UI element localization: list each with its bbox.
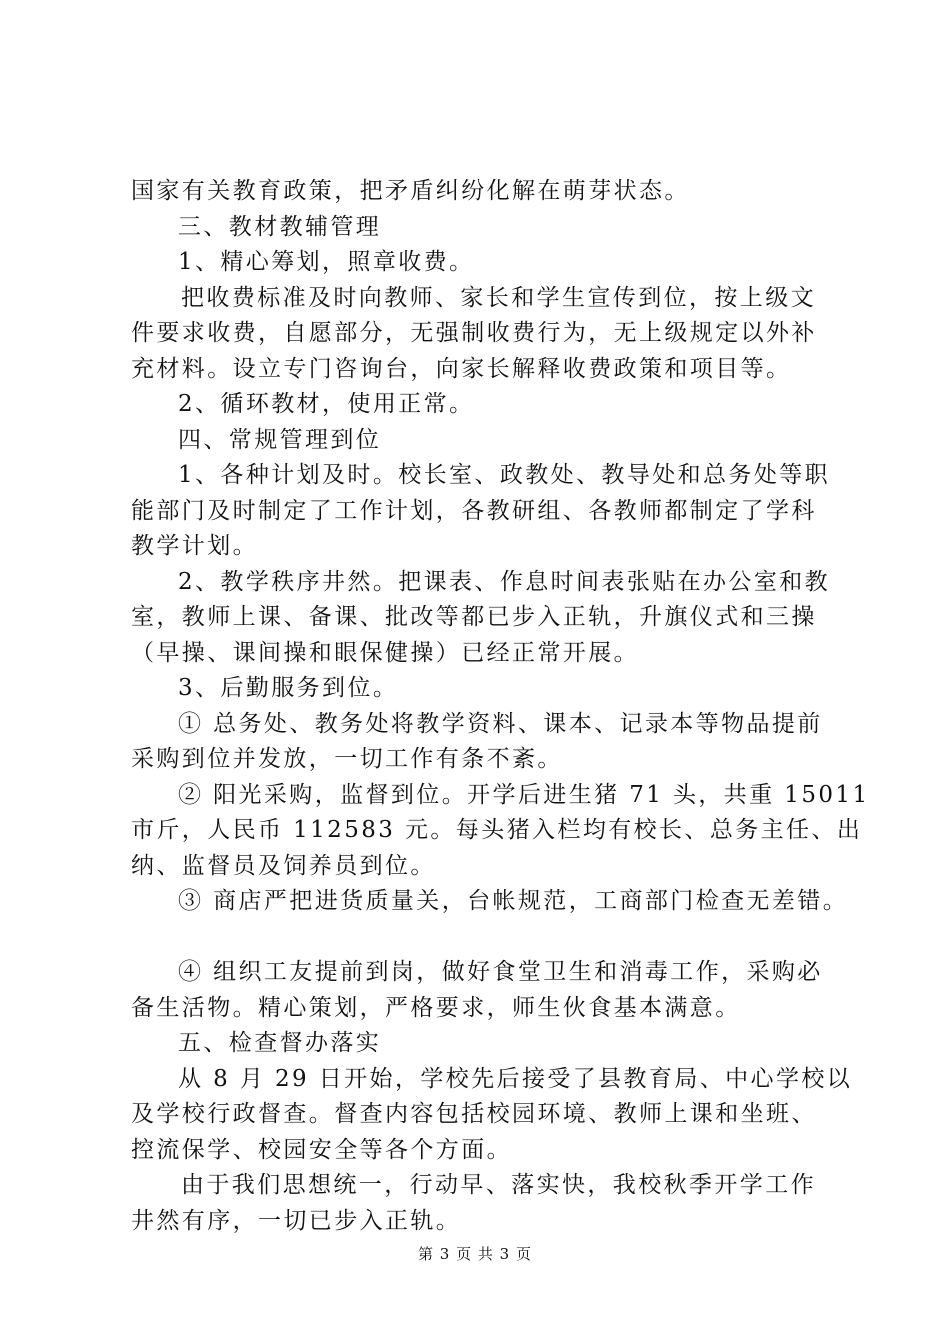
body-line: 市斤，人民币 112583 元。每头猪入栏均有校长、总务主任、出 bbox=[131, 817, 863, 843]
body-line: 井然有序，一切已步入正轨。 bbox=[131, 1207, 462, 1234]
body-line: 控流保学、校园安全等各个方面。 bbox=[131, 1136, 512, 1163]
body-line: ② 阳光采购，监督到位。开学后进生猪 71 头，共重 15011 bbox=[178, 781, 870, 808]
body-line: 采购到位并发放，一切工作有条不紊。 bbox=[131, 746, 563, 772]
body-line: 及学校行政督查。督查内容包括校园环境、教师上课和坐班、 bbox=[131, 1101, 817, 1127]
body-line: 纳、监督员及饲养员到位。 bbox=[131, 852, 436, 879]
body-line: 国家有关教育政策，把矛盾纠纷化解在萌芽状态。 bbox=[131, 178, 690, 204]
document-body bbox=[131, 174, 870, 1239]
body-line: 备生活物。精心策划，严格要求，师生伙食基本满意。 bbox=[131, 994, 741, 1021]
body-line: （早操、课间操和眼保健操）已经正常开展。 bbox=[131, 639, 639, 666]
body-line: 由于我们思想统一，行动早、落实快，我校秋季开学工作 bbox=[181, 1172, 816, 1198]
subheading: 3、后勤服务到位。 bbox=[178, 675, 399, 701]
body-line: 2、教学秩序井然。把课表、作息时间表张贴在办公室和教 bbox=[178, 568, 831, 595]
body-line: 室，教师上课、备课、批改等都已步入正轨，升旗仪式和三操 bbox=[131, 604, 817, 630]
body-line: 件要求收费，自愿部分，无强制收费行为，无上级规定以外补 bbox=[131, 320, 817, 346]
page-number-footer: 第 3 页 共 3 页 bbox=[418, 1245, 532, 1263]
body-line: ③ 商店严把进货质量关，台帐规范，工商部门检查无差错。 bbox=[178, 888, 849, 914]
section-heading: 三、教材教辅管理 bbox=[178, 213, 382, 240]
body-line: ① 总务处、教务处将教学资料、课本、记录本等物品提前 bbox=[178, 710, 823, 737]
body-line: 把收费标准及时向教师、家长和学生宣传到位，按上级文 bbox=[181, 284, 816, 311]
body-line: 教学计划。 bbox=[131, 533, 258, 559]
body-line: 1、各种计划及时。校长室、政教处、教导处和总务处等职 bbox=[178, 462, 831, 488]
subheading: 1、精心筹划，照章收费。 bbox=[178, 249, 475, 275]
section-heading: 四、常规管理到位 bbox=[178, 426, 382, 453]
blank-line bbox=[131, 920, 841, 956]
body-line: 能部门及时制定了工作计划，各教研组、各教师都制定了学科 bbox=[131, 497, 817, 524]
subheading: 2、循环教材，使用正常。 bbox=[178, 391, 475, 417]
body-line: 从 8 月 29 日开始，学校先后接受了县教育局、中心学校以 bbox=[178, 1065, 853, 1092]
section-heading: 五、检查督办落实 bbox=[178, 1030, 382, 1056]
body-line: 充材料。设立专门咨询台，向家长解释收费政策和项目等。 bbox=[131, 355, 792, 382]
body-line: ④ 组织工友提前到岗，做好食堂卫生和消毒工作，采购必 bbox=[178, 959, 823, 985]
